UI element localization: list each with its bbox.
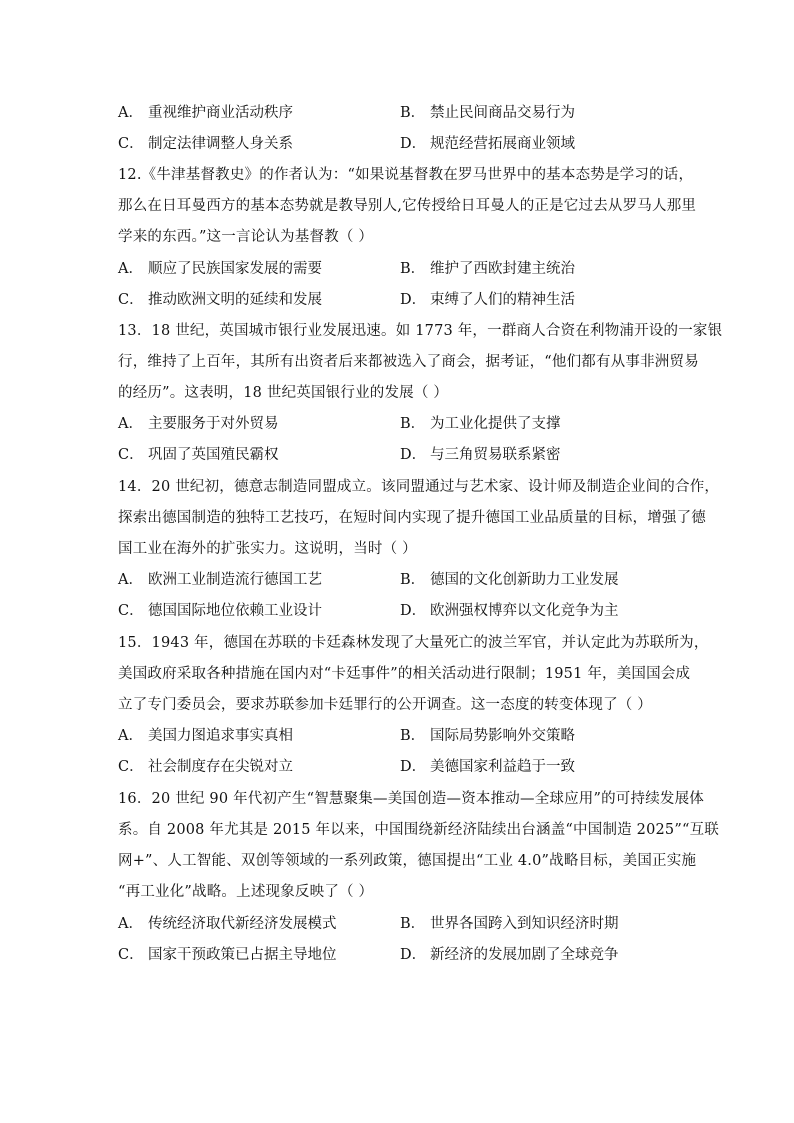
q16-options-row-2 [118, 945, 688, 965]
q15-stem-line-3: 立了专门委员会，要求苏联参加卡廷罪行的公开调查。这一态度的转变体现了（ ） [118, 697, 653, 713]
q16-stem-line-2: 系。自 2008 年尤其是 2015 年以来，中国围绕新经济陆续出台涵盖“中国制造 2025”“互联 [118, 822, 719, 838]
q12-options-row-1 [118, 259, 688, 279]
q16-options-row-1 [118, 914, 688, 934]
q12-option-b[interactable]: B． 维护了西欧封建主统治 [400, 261, 575, 277]
q12-option-c[interactable]: C． 推动欧洲文明的延续和发展 [118, 292, 322, 308]
q15-stem-line-1: 15．1943 年，德国在苏联的卡廷森林发现了大量死亡的波兰军官，并认定此为苏联所为， [118, 635, 709, 651]
q12-stem-line-3: 学来的东西。”这一言论认为基督教（ ） [118, 229, 374, 245]
q12-stem-line-1: 12.《牛津基督教史》的作者认为：“如果说基督教在罗马世界中的基本态势是学习的话， [118, 167, 694, 183]
q13-option-d[interactable]: D． 与三角贸易联系紧密 [400, 447, 561, 463]
q12-stem-line-2: 那么在日耳曼西方的基本态势就是教导别人,它传授给日耳曼人的正是它过去从罗马人那里 [118, 198, 697, 214]
q15-option-a[interactable]: A． 美国力图追求事实真相 [118, 728, 293, 744]
q15-stem-line-2: 美国政府采取各种措施在国内对“卡廷事件”的相关活动进行限制；1951 年，美国国会成 [118, 666, 691, 682]
q13-stem-line-1: 13．18 世纪，英国城市银行业发展迅速。如 1773 年，一群商人合资在利物浦开设的一家银 [118, 323, 723, 339]
q15-option-c[interactable]: C． 社会制度存在尖锐对立 [118, 759, 293, 775]
q12-option-a[interactable]: A． 顺应了民族国家发展的需要 [118, 261, 322, 277]
q14-option-d[interactable]: D． 欧洲强权博弈以文化竞争为主 [400, 603, 619, 619]
q13-option-b[interactable]: B． 为工业化提供了支撑 [400, 416, 561, 432]
q12-option-d[interactable]: D． 束缚了人们的精神生活 [400, 292, 575, 308]
q16-stem-line-4: “再工业化”战略。上述现象反映了（ ） [118, 884, 374, 900]
q15-option-d[interactable]: D． 美德国家利益趋于一致 [400, 759, 575, 775]
q16-stem-line-1: 16．20 世纪 90 年代初产生“智慧聚集—美国创造—资本推动—全球应用”的可持续发展体 [118, 791, 705, 807]
q14-option-a[interactable]: A． 欧洲工业制造流行德国工艺 [118, 572, 322, 588]
q11-options-row-1 [118, 103, 688, 123]
q13-options-row-2 [118, 445, 688, 465]
q11-options-row-2 [118, 134, 688, 154]
q15-options-row-1 [118, 726, 688, 746]
q13-stem-line-2: 行，维持了上百年，其所有出资者后来都被选入了商会，据考证，“他们都有从事非洲贸易 [118, 354, 699, 370]
q14-option-b[interactable]: B． 德国的文化创新助力工业发展 [400, 572, 619, 588]
q14-stem-line-1: 14．20 世纪初，德意志制造同盟成立。该同盟通过与艺术家、设计师及制造企业间的合作， [118, 479, 720, 495]
q11-option-d[interactable]: D． 规范经营拓展商业领域 [400, 136, 575, 152]
q16-option-c[interactable]: C． 国家干预政策已占据主导地位 [118, 947, 337, 963]
q15-options-row-2 [118, 757, 688, 777]
q14-options-row-2 [118, 601, 688, 621]
q13-option-a[interactable]: A． 主要服务于对外贸易 [118, 416, 279, 432]
q14-option-c[interactable]: C． 德国国际地位依赖工业设计 [118, 603, 322, 619]
q14-stem-line-3: 国工业在海外的扩张实力。这说明，当时（ ） [118, 541, 417, 557]
q16-option-d[interactable]: D． 新经济的发展加剧了全球竞争 [400, 947, 619, 963]
q14-options-row-1 [118, 570, 688, 590]
q13-stem-line-3: 的经历”。这表明，18 世纪英国银行业的发展（ ） [118, 385, 449, 401]
q12-options-row-2 [118, 290, 688, 310]
q14-stem-line-2: 探索出德国制造的独特工艺技巧，在短时间内实现了提升德国工业品质量的目标，增强了德 [118, 510, 706, 526]
q13-options-row-1 [118, 414, 688, 434]
q11-option-a[interactable]: A． 重视维护商业活动秩序 [118, 105, 293, 121]
q11-option-b[interactable]: B． 禁止民间商品交易行为 [400, 105, 575, 121]
q11-option-c[interactable]: C． 制定法律调整人身关系 [118, 136, 293, 152]
q15-option-b[interactable]: B． 国际局势影响外交策略 [400, 728, 575, 744]
q16-option-b[interactable]: B． 世界各国跨入到知识经济时期 [400, 916, 619, 932]
q16-option-a[interactable]: A． 传统经济取代新经济发展模式 [118, 916, 337, 932]
q13-option-c[interactable]: C． 巩固了英国殖民霸权 [118, 447, 279, 463]
q16-stem-line-3: 网+”、人工智能、双创等领域的一系列政策，德国提出“工业 4.0”战略目标，美国正实施 [118, 853, 697, 869]
